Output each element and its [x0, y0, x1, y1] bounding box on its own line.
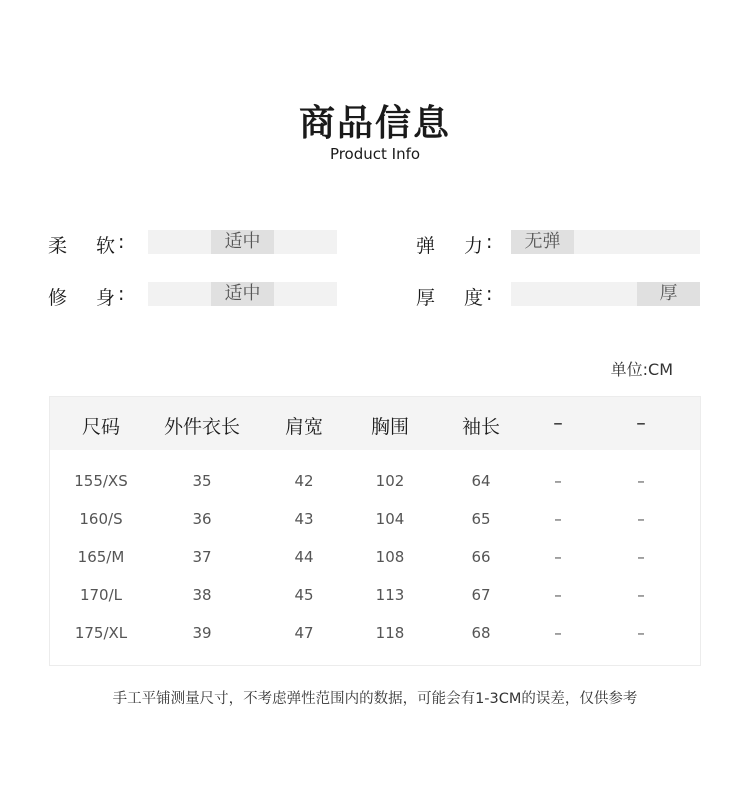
table-cell: –	[637, 624, 645, 642]
attr-elasticity-char1: 弹	[416, 235, 436, 257]
table-cell: –	[637, 510, 645, 528]
table-cell: 108	[375, 548, 405, 566]
header-sleeve: 袖长	[461, 416, 500, 438]
header-extra-1: –	[553, 412, 563, 434]
attr-thickness-char1: 厚	[416, 287, 436, 309]
attr-fit-char1: 修	[48, 287, 68, 309]
table-cell: 118	[375, 624, 405, 642]
table-cell: 45	[294, 586, 314, 604]
table-cell: 68	[471, 624, 491, 642]
table-cell: 104	[375, 510, 405, 528]
size-table	[49, 396, 701, 666]
attr-elasticity-char2: 力	[464, 235, 484, 257]
table-cell: 113	[375, 586, 405, 604]
attr-thickness-colon: :	[486, 283, 493, 305]
header-size: 尺码	[81, 416, 120, 438]
table-cell: 36	[192, 510, 212, 528]
table-cell: 43	[294, 510, 314, 528]
table-cell: –	[554, 472, 562, 490]
attr-fit-scale	[148, 282, 337, 306]
header-shoulder: 肩宽	[284, 416, 323, 438]
table-cell: 35	[192, 472, 212, 490]
attr-thickness-scale	[511, 282, 700, 306]
attr-elasticity-scale	[511, 230, 700, 254]
table-cell: 155/XS	[74, 472, 128, 490]
attr-fit-char2: 身	[96, 287, 116, 309]
measurement-note: 手工平铺测量尺寸，不考虑弹性范围内的数据，可能会有1-3CM的误差，仅供参考	[112, 691, 638, 707]
table-cell: 38	[192, 586, 212, 604]
page-title: 商品信息	[298, 103, 451, 144]
table-cell: 37	[192, 548, 212, 566]
table-cell: 175/XL	[74, 624, 128, 642]
table-cell: 170/L	[79, 586, 123, 604]
attr-thickness	[416, 283, 516, 307]
page-subtitle: Product Info	[329, 145, 421, 163]
table-cell: –	[554, 586, 562, 604]
attr-elasticity	[416, 231, 516, 255]
attr-softness-char2: 软	[96, 235, 116, 257]
table-cell: 47	[294, 624, 314, 642]
header-chest: 胸围	[370, 416, 409, 438]
table-cell: 102	[375, 472, 405, 490]
attr-thickness-value: 厚	[637, 282, 700, 306]
table-cell: –	[637, 548, 645, 566]
table-cell: –	[554, 548, 562, 566]
attr-elasticity-colon: :	[486, 231, 493, 253]
table-cell: –	[554, 624, 562, 642]
table-cell: 39	[192, 624, 212, 642]
attr-elasticity-value: 无弹	[511, 230, 574, 254]
attr-thickness-char2: 度	[464, 287, 484, 309]
table-cell: 66	[471, 548, 491, 566]
size-table-header	[50, 397, 700, 450]
table-cell: 64	[471, 472, 491, 490]
attr-fit-label	[48, 283, 148, 307]
table-cell: 65	[471, 510, 491, 528]
table-cell: 165/M	[77, 548, 125, 566]
attr-softness-scale	[148, 230, 337, 254]
attr-fit-value: 适中	[211, 282, 274, 306]
attr-softness-label	[48, 231, 148, 255]
table-cell: –	[554, 510, 562, 528]
table-cell: 42	[294, 472, 314, 490]
attr-thickness-label	[416, 283, 516, 307]
attr-fit	[48, 283, 148, 307]
attr-elasticity-label	[416, 231, 516, 255]
attr-softness-colon: :	[118, 231, 125, 253]
table-cell: 67	[471, 586, 491, 604]
header-length: 外件衣长	[163, 416, 240, 438]
table-cell: –	[637, 586, 645, 604]
header-extra-2: –	[636, 412, 646, 434]
attr-softness-char1: 柔	[48, 235, 68, 257]
table-cell: –	[637, 472, 645, 490]
attr-softness	[48, 231, 148, 255]
unit-label: 单位:CM	[610, 360, 673, 379]
table-cell: 44	[294, 548, 314, 566]
table-cell: 160/S	[79, 510, 123, 528]
attr-softness-value: 适中	[211, 230, 274, 254]
attr-fit-colon: :	[118, 283, 125, 305]
